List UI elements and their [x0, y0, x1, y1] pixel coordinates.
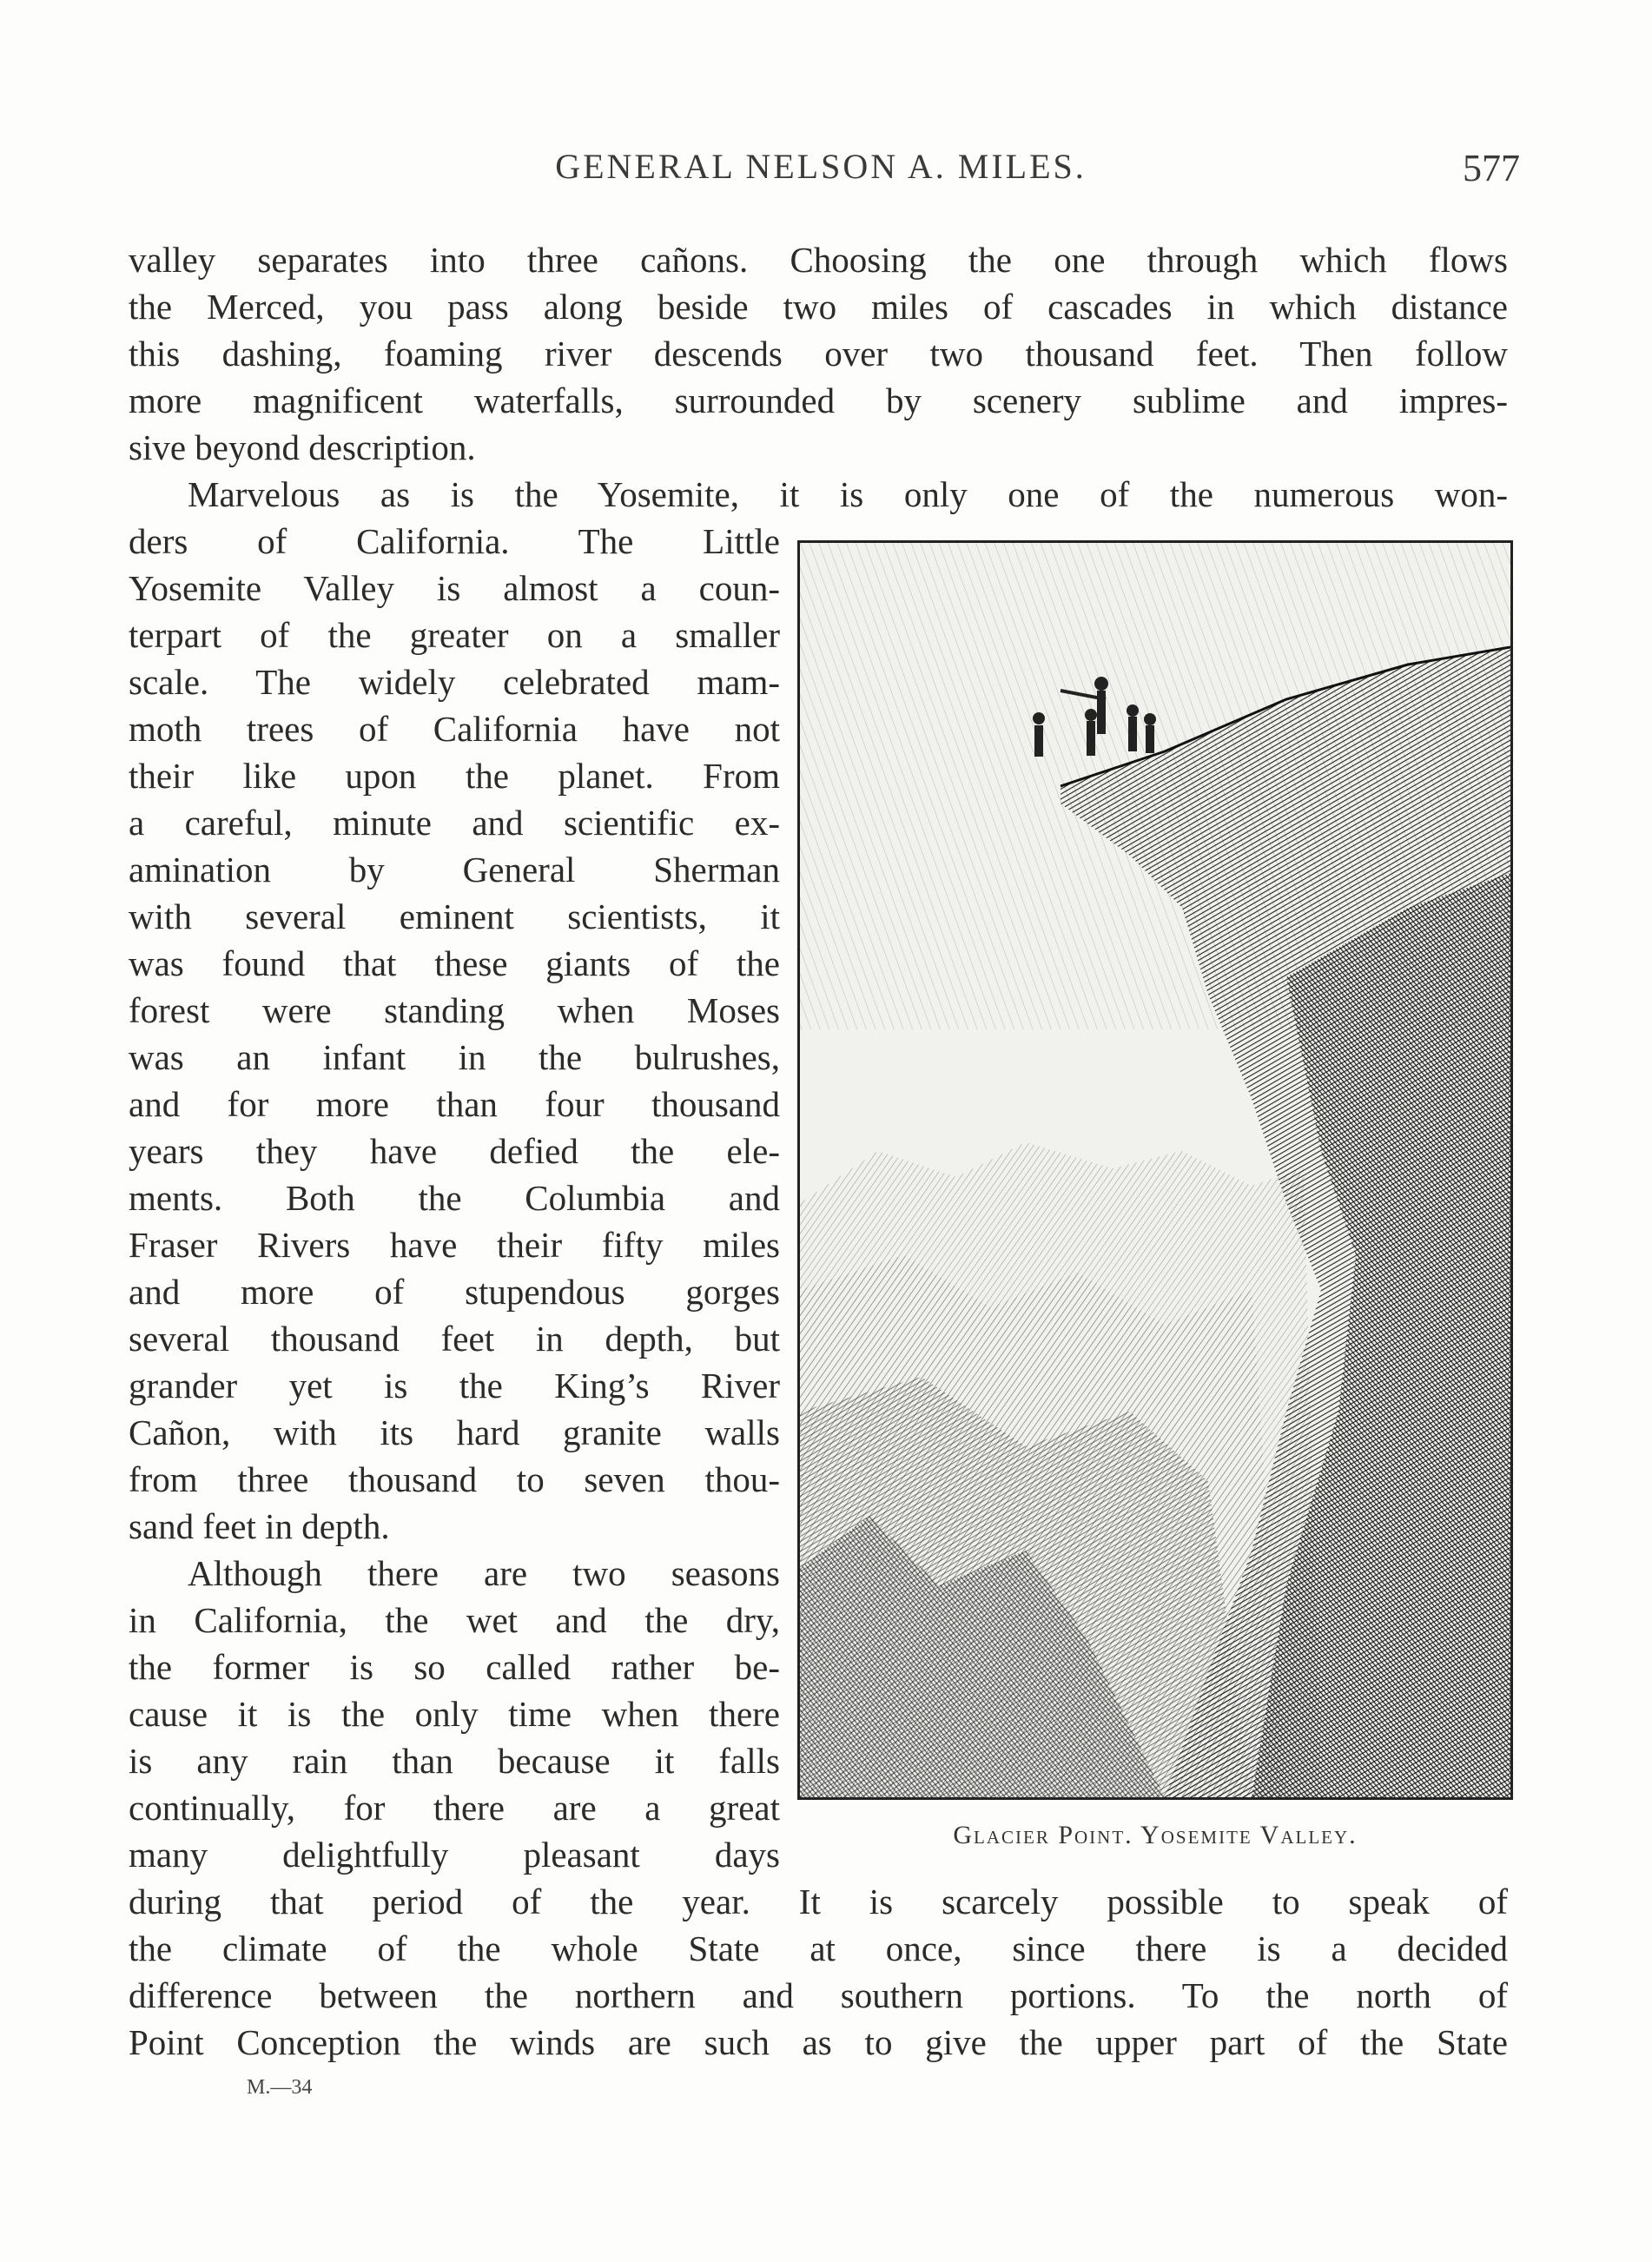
text-line: difference between the northern and southern portions. To the north of [129, 1975, 1508, 2015]
text-line: Fraser Rivers have their fifty miles [129, 1225, 780, 1265]
text-line: many delightfully pleasant days [129, 1835, 780, 1875]
text-line: amination by General Sherman [129, 850, 780, 890]
text-line: ders of California. The Little [129, 521, 780, 561]
text-line: valley separates into three cañons. Choosing the one through which flows [129, 240, 1508, 280]
text-line: was found that these giants of the [129, 943, 780, 983]
text-line: was an infant in the bulrushes, [129, 1037, 780, 1077]
signature-mark: M.—34 [247, 2076, 313, 2099]
page-number: 577 [1463, 147, 1520, 189]
text-line: the Merced, you pass along beside two miles of cascades in which distance [129, 287, 1508, 327]
text-line: sive beyond description. [129, 427, 476, 467]
text-line: Yosemite Valley is almost a coun- [129, 568, 780, 608]
text-line: continually, for there are a great [129, 1788, 780, 1828]
text-line: in California, the wet and the dry, [129, 1600, 780, 1640]
text-line: grander yet is the King’s River [129, 1366, 780, 1405]
text-line: cause it is the only time when there [129, 1694, 780, 1734]
text-line: Although there are two seasons [188, 1553, 780, 1593]
figure-caption: Glacier Point. Yosemite Valley. [953, 1821, 1358, 1849]
text-line: moth trees of California have not [129, 709, 780, 749]
text-line: from three thousand to seven thou- [129, 1459, 780, 1499]
text-line: during that period of the year. It is scarcely possible to speak of [129, 1882, 1508, 1921]
text-line: and more of stupendous gorges [129, 1272, 780, 1312]
text-line: a careful, minute and scientific ex- [129, 803, 780, 843]
text-line: the climate of the whole State at once, since there is a decided [129, 1928, 1508, 1968]
engraving-illustration [797, 540, 1513, 1800]
text-line: Point Conception the winds are such as to give the upper part of the State [129, 2022, 1508, 2062]
text-line: forest were standing when Moses [129, 990, 780, 1030]
text-line: several thousand feet in depth, but [129, 1319, 780, 1359]
text-line: with several eminent scientists, it [129, 896, 780, 936]
running-head [122, 146, 1520, 198]
glacier-point-engraving [800, 543, 1510, 1797]
text-line: sand feet in depth. [129, 1506, 390, 1546]
running-title: GENERAL NELSON A. MILES. [555, 147, 1087, 186]
text-line: ments. Both the Columbia and [129, 1178, 780, 1218]
text-line: and for more than four thousand [129, 1084, 780, 1124]
text-line: more magnificent waterfalls, surrounded by scenery sublime and impres- [129, 380, 1508, 420]
text-line: scale. The widely celebrated mam- [129, 662, 780, 702]
text-line: this dashing, foaming river descends over two thousand feet. Then follow [129, 334, 1508, 374]
text-line: Marvelous as is the Yosemite, it is only one of the numerous won- [188, 474, 1508, 514]
text-line: Cañon, with its hard granite walls [129, 1412, 780, 1452]
text-line: terpart of the greater on a smaller [129, 615, 780, 655]
text-line: years they have defied the ele- [129, 1131, 780, 1171]
text-line: their like upon the planet. From [129, 756, 780, 796]
text-line: the former is so called rather be- [129, 1647, 780, 1687]
text-line: is any rain than because it falls [129, 1741, 780, 1781]
